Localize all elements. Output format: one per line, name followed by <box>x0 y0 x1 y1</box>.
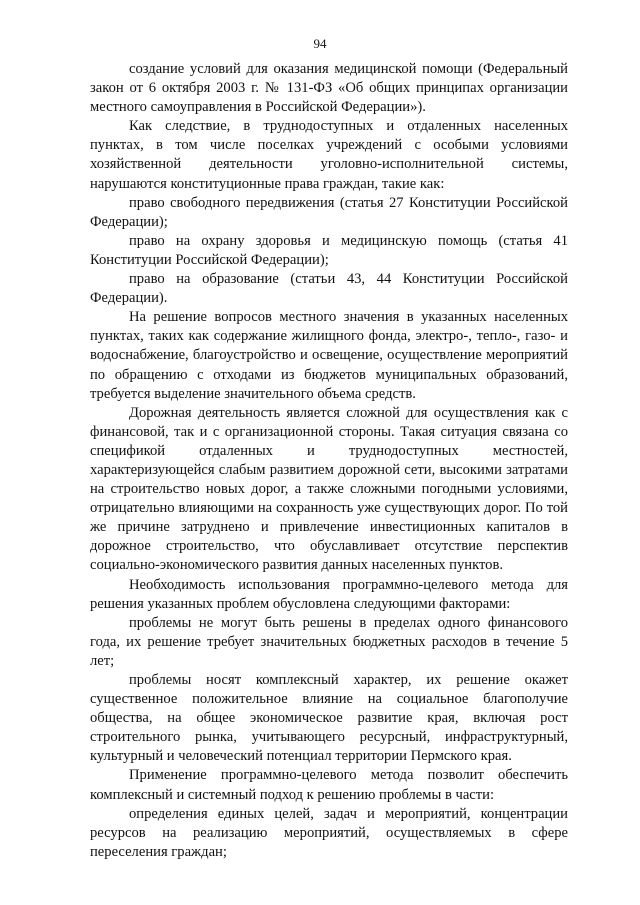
paragraph-local-issues-funding: На решение вопросов местного значения в указанных населенных пунктах, таких как содержание жилищного фонда, электро-, тепло-, газо- и водоснабжение, благоустройство и освещение, осуществление мероприятий по обращению с отходами из бюджетов муниципальных образований, требуется выделение значительного объема средств. <box>90 309 568 402</box>
page-number: 94 <box>313 36 327 51</box>
paragraph-rights-violations: Как следствие, в труднодоступных и отдаленных населенных пунктах, в том числе поселках учреждений с особыми условиями хозяйственной деятельности уголовно-исполнительной системы, нарушаются конституционные права граждан, такие как: <box>90 118 568 192</box>
list-item-unified-goals: определения единых целей, задач и мероприятий, концентрации ресурсов на реализацию мероприятий, осуществляемых в сфере переселения граждан; <box>90 805 568 860</box>
paragraph-program-method-necessity: Необходимость использования программно-целевого метода для решения указанных проблем обусловлена следующими факторами: <box>90 576 568 612</box>
list-item-multi-year-problems: проблемы не могут быть решены в пределах одного финансового года, их решение требует значительных бюджетных расходов в течение 5 лет; <box>90 614 568 669</box>
document-body <box>90 60 568 862</box>
list-item-health-protection: право на охрану здоровья и медицинскую помощь (статья 41 Конституции Российской Федерации); <box>90 232 568 268</box>
paragraph-road-activity: Дорожная деятельность является сложной для осуществления как с финансовой, так и с организационной стороны. Такая ситуация связана со спецификой отдаленных и труднодоступных местностей, характеризующейся слабым развитием дорожной сети, высокими затратами на строительство новых дорог, а также сложными погодными условиями, отрицательно влияющими на сохранность уже существующих дорог. По той же причине затруднено и привлечение инвестиционных капиталов в дорожное строительство, что обуславливает отсутствие перспектив социально-экономического развития данных населенных пунктов. <box>90 404 568 574</box>
list-item-education: право на образование (статьи 43, 44 Конституции Российской Федерации). <box>90 271 568 307</box>
list-item-freedom-of-movement: право свободного передвижения (статья 27 Конституции Российской Федерации); <box>90 194 568 230</box>
list-item-complex-problems: проблемы носят комплексный характер, их решение окажет существенное положительное влияние на социальное благополучие общества, на общее экономическое развитие края, включая рост строительного рынка, учитывающего ресурсный, инфраструктурный, культурный и человеческий потенциал территории Пермского края. <box>90 672 568 765</box>
paragraph-medical-aid-law: создание условий для оказания медицинской помощи (Федеральный закон от 6 октября 2003 г. № 131-ФЗ «Об общих принципах организации местного самоуправления в Российской Федерации»). <box>90 61 568 116</box>
paragraph-method-application: Применение программно-целевого метода позволит обеспечить комплексный и системный подход к решению проблемы в части: <box>90 767 568 803</box>
